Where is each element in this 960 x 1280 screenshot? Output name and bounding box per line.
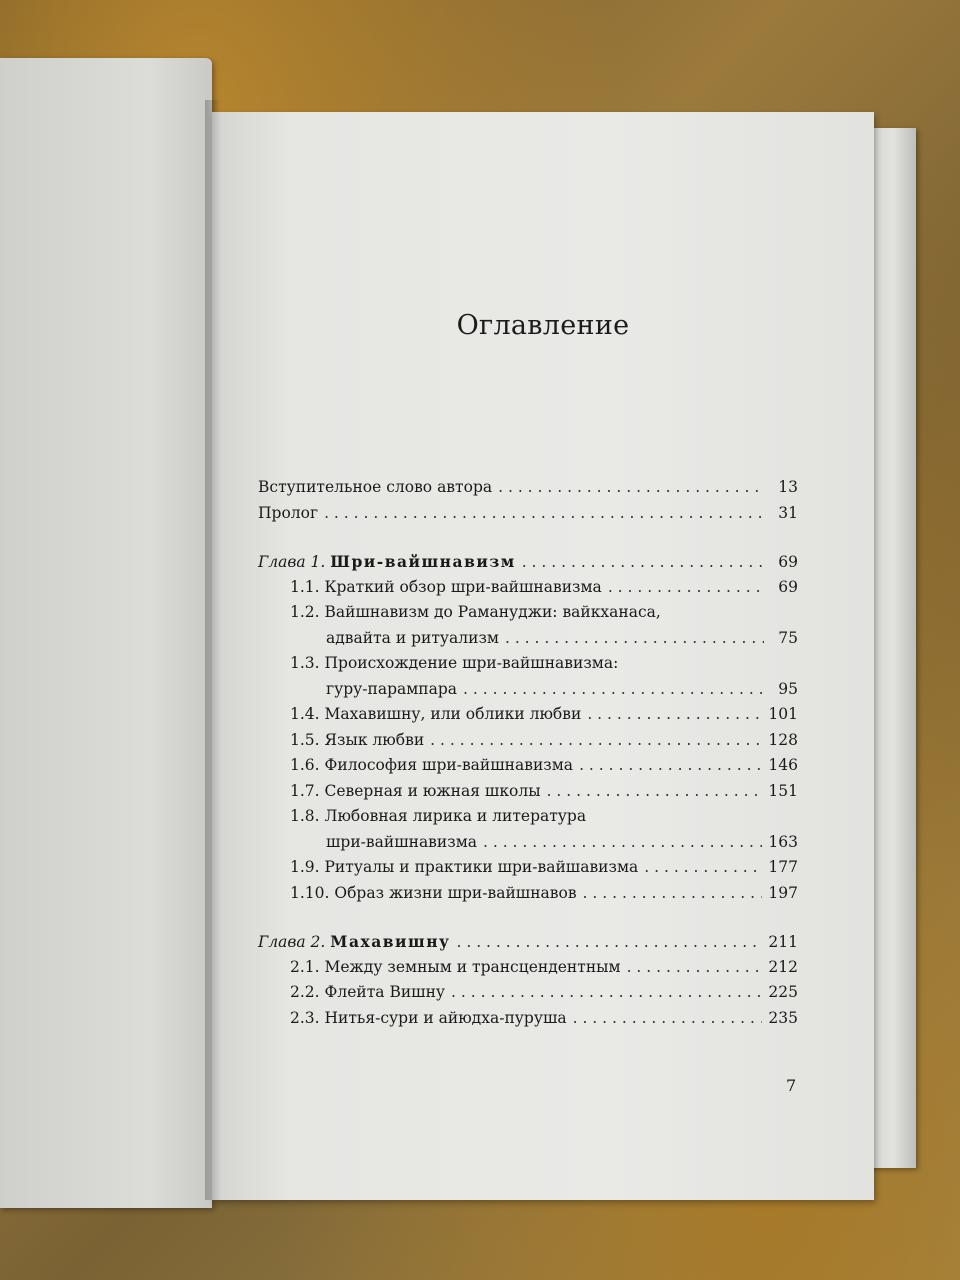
- toc-entry: [258, 756, 798, 782]
- leader-dots: [547, 782, 763, 800]
- toc-label: 1.9. Ритуалы и практики шри-вайшавизма: [290, 858, 639, 876]
- toc-page: 13: [778, 478, 798, 496]
- toc-entry-line: 1.8. Любовная лирика и литература: [290, 807, 587, 825]
- left-page: [0, 58, 212, 1208]
- table-of-contents: [258, 478, 798, 1034]
- toc-label: адвайта и ритуализм: [326, 628, 499, 647]
- toc-entry: [258, 858, 798, 884]
- toc-entry: [258, 731, 798, 757]
- page-number: 7: [786, 1076, 797, 1095]
- toc-entry-cont: [258, 629, 798, 655]
- toc-entry: [258, 782, 798, 808]
- leader-dots: [451, 983, 762, 1001]
- toc-entry: [258, 983, 798, 1009]
- toc-label: 1.6. Философия шри-вайшнавизма: [290, 756, 574, 774]
- toc-entry-intro: [258, 478, 798, 504]
- leader-dots: [587, 705, 762, 723]
- toc-entry: [258, 705, 798, 731]
- toc-entry-prologue: [258, 504, 798, 530]
- leader-dots: [522, 553, 764, 571]
- toc-page: 163: [768, 832, 798, 851]
- toc-label: 1.10. Образ жизни шри-вайшнавов: [290, 883, 577, 902]
- leader-dots: [483, 833, 762, 851]
- toc-page: 177: [768, 858, 798, 876]
- toc-label: 1.5. Язык любви: [290, 730, 425, 749]
- toc-page: 225: [768, 983, 798, 1001]
- leader-dots: [573, 1009, 763, 1027]
- leader-dots: [608, 578, 764, 596]
- leader-dots: [505, 629, 764, 647]
- toc-label: 2.2. Флейта Вишну: [290, 983, 446, 1001]
- toc-page: 197: [768, 883, 798, 902]
- toc-entry-cont: [258, 680, 798, 706]
- page-title: Оглавление: [456, 310, 630, 341]
- toc-label: 1.7. Северная и южная школы: [290, 781, 541, 800]
- toc-page: 69: [778, 553, 798, 571]
- leader-dots: [583, 884, 763, 902]
- leader-dots: [627, 958, 763, 976]
- book-page: [212, 112, 874, 1200]
- leader-dots: [579, 756, 762, 774]
- chapter-title: Махавишну: [330, 932, 451, 951]
- toc-entry-line: 1.3. Происхождение шри-вайшнавизма:: [290, 654, 619, 672]
- toc-page: 95: [778, 679, 798, 698]
- leader-dots: [644, 858, 762, 876]
- toc-page: 75: [778, 628, 798, 647]
- toc-chapter-2: [258, 932, 798, 958]
- toc-page: 128: [768, 730, 798, 749]
- leader-dots: [463, 680, 764, 698]
- toc-entry-line: 1.2. Вайшнавизм до Рамануджи: вайкханаса,: [290, 603, 661, 621]
- toc-page: 235: [768, 1008, 798, 1027]
- toc-page: 101: [768, 705, 798, 723]
- chapter-title: Шри-вайшнавизм: [330, 552, 516, 571]
- toc-label: Пролог: [258, 503, 319, 522]
- toc-page: 211: [768, 933, 798, 951]
- toc-page: 31: [778, 503, 798, 522]
- book-gutter-shadow: [205, 100, 221, 1200]
- leader-dots: [498, 478, 764, 496]
- toc-entry: [258, 958, 798, 984]
- toc-page: 69: [778, 577, 798, 596]
- toc-label: гуру-парампара: [326, 679, 458, 698]
- chapter-label: Глава 2.: [258, 933, 326, 951]
- toc-chapter-1: [258, 552, 798, 578]
- toc-entry: [258, 884, 798, 910]
- leader-dots: [430, 731, 762, 749]
- toc-page: 146: [768, 756, 798, 774]
- leader-dots: [324, 504, 764, 522]
- toc-page: 212: [768, 957, 798, 976]
- toc-label: 1.4. Махавишну, или облики любви: [290, 705, 582, 723]
- toc-entry-cont: [258, 833, 798, 859]
- toc-entry: [258, 578, 798, 604]
- toc-label: Вступительное слово автора: [258, 478, 493, 496]
- toc-page: 151: [768, 781, 798, 800]
- toc-label: 2.3. Нитья-сури и айюдха-пуруша: [290, 1008, 567, 1027]
- toc-label: 2.1. Между земным и трансцендентным: [290, 957, 621, 976]
- toc-label: шри-вайшнавизма: [326, 832, 477, 851]
- toc-label: 1.1. Краткий обзор шри-вайшнавизма: [290, 577, 602, 596]
- chapter-label: Глава 1.: [258, 553, 326, 571]
- leader-dots: [456, 933, 762, 951]
- toc-entry: [258, 1009, 798, 1035]
